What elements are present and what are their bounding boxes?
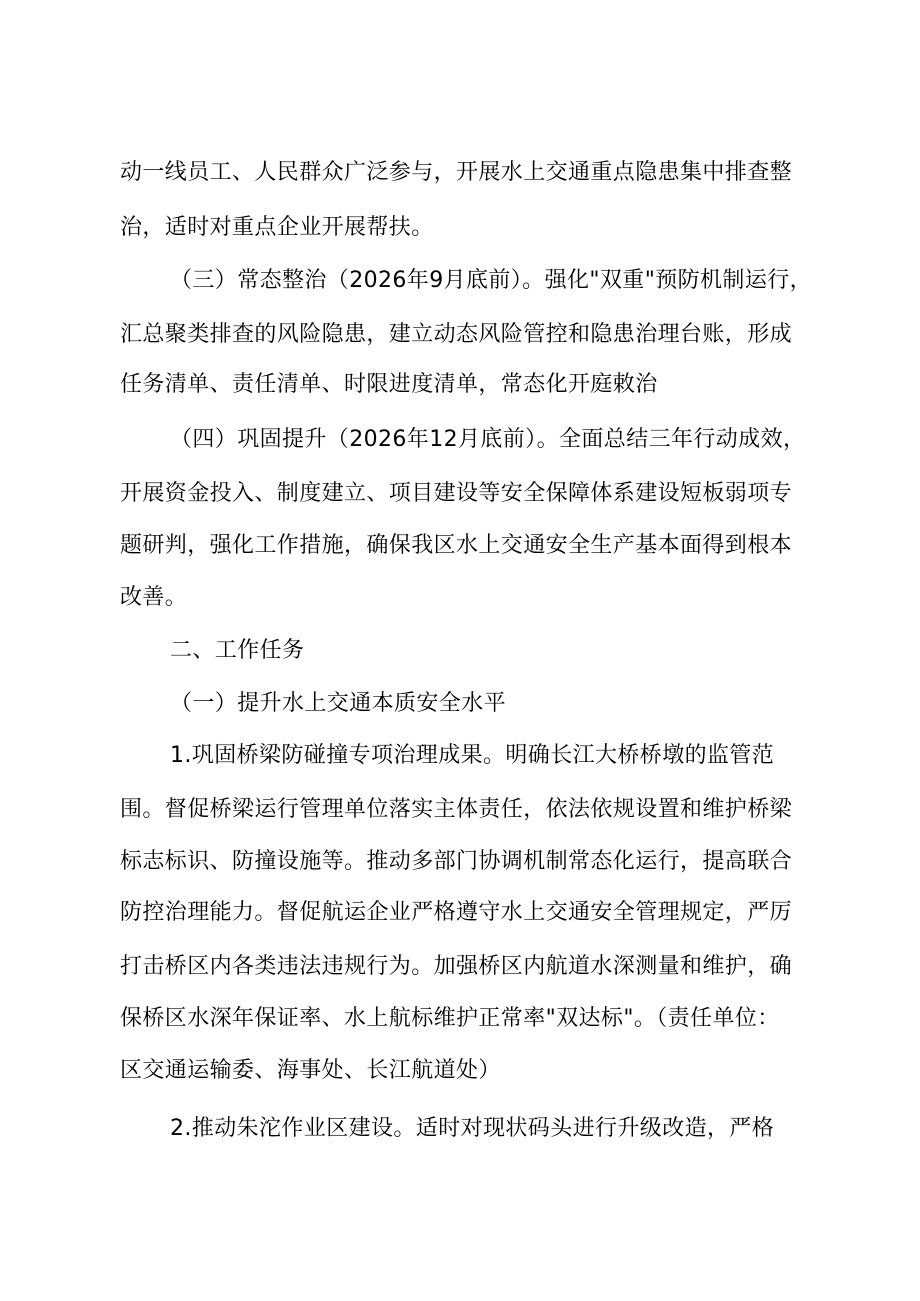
item-1-line: 1.巩固桥梁防碰撞专项治理成果。明确长江大桥桥墩的监管范: [170, 743, 775, 768]
paragraph-line: 动一线员工、人民群众广泛参与，开展水上交通重点隐患集中排查整: [120, 160, 793, 185]
chapter-heading: 二、工作任务: [170, 638, 305, 663]
paragraph-line: 题研判，强化工作措施，确保我区水上交通安全生产基本面得到根本: [120, 533, 793, 558]
section-heading-three: （三）常态整治（2026年9月底前）。强化"双重"预防机制运行，: [170, 268, 813, 293]
paragraph-line: 标志标识、防撞设施等。推动多部门协调机制常态化运行，提高联合: [120, 849, 793, 874]
subsection-heading: （一）提升水上交通本质安全水平: [170, 691, 507, 716]
paragraph-line: 汇总聚类排查的风险隐患，建立动态风险管控和隐患治理台账，形成: [120, 322, 793, 347]
paragraph-line: 治，适时对重点企业开展帮扶。: [120, 215, 434, 240]
paragraph-line: 保桥区水深年保证率、水上航标维护正常率"双达标"。（责任单位：: [120, 1006, 780, 1031]
item-2-line: 2.推动朱沱作业区建设。适时对现状码头进行升级改造，严格: [170, 1116, 775, 1141]
paragraph-line: 打击桥区内各类违法违规行为。加强桥区内航道水深测量和维护，确: [120, 954, 793, 979]
paragraph-line: 任务清单、责任清单、时限进度清单，常态化开庭敕治: [120, 372, 658, 397]
paragraph-line: 防控治理能力。督促航运企业严格遵守水上交通安全管理规定，严厉: [120, 900, 793, 925]
paragraph-line: 改善。: [120, 585, 188, 610]
section-heading-four: （四）巩固提升（2026年12月底前）。全面总结三年行动成效，: [170, 427, 806, 452]
paragraph-line: 围。督促桥梁运行管理单位落实主体责任，依法依规设置和维护桥梁: [120, 797, 793, 822]
paragraph-line: 开展资金投入、制度建立、项目建设等安全保障体系建设短板弱项专: [120, 481, 793, 506]
paragraph-line: 区交通运输委、海事处、长江航道处）: [120, 1058, 501, 1083]
